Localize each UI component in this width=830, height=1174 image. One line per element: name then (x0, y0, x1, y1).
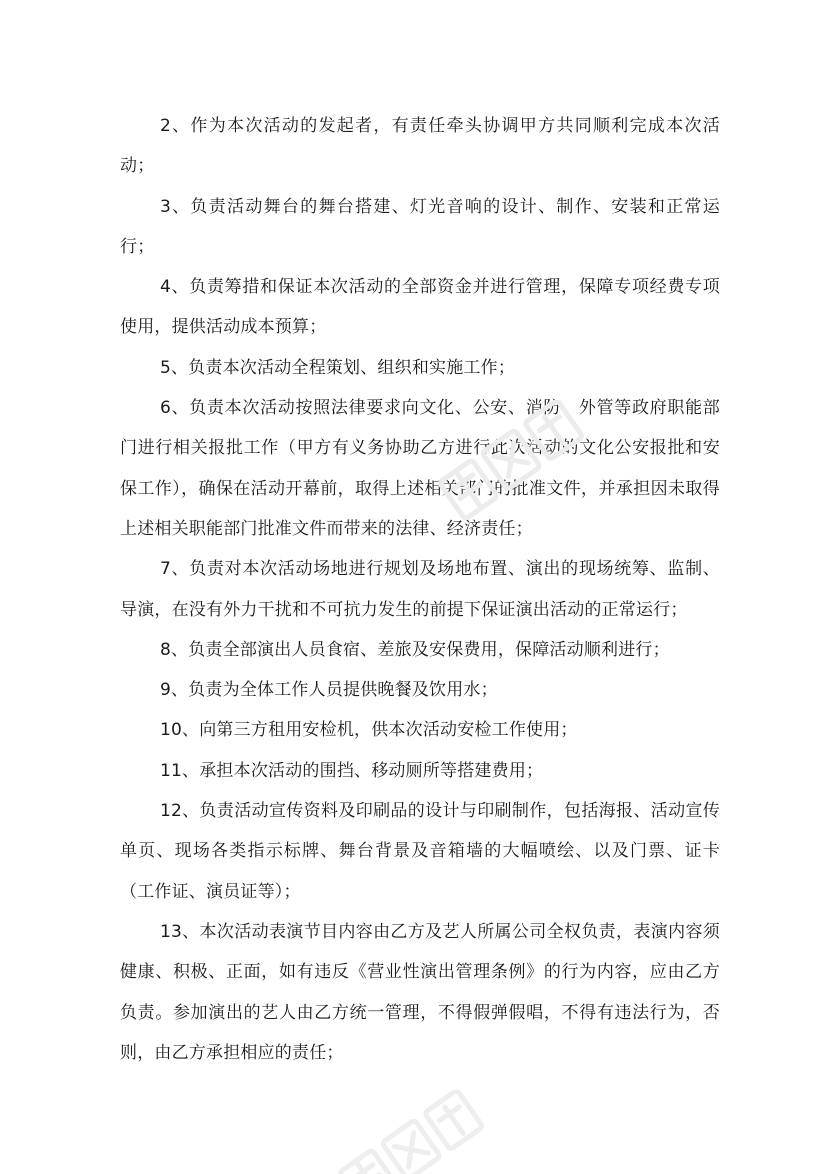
clause-4: 4、负责筹措和保证本次活动的全部资金并进行管理，保障专项经费专项使用，提供活动成本预算； (120, 277, 720, 338)
clause-2: 2、作为本次活动的发起者，有责任牵头协调甲方共同顺利完成本次活动； (120, 116, 720, 177)
clause-12: 12、负责活动宣传资料及印刷品的设计与印刷制作，包括海报、活动宣传单页、现场各类指示标牌、舞台背景及音箱墙的大幅喷绘、以及门票、证卡（工作证、演员证等）； (120, 801, 720, 902)
clause-5: 5、负责本次活动全程策划、组织和实施工作； (160, 357, 516, 378)
document-body (120, 106, 720, 1073)
clause-3: 3、负责活动舞台的舞台搭建、灯光音响的设计、制作、安装和正常运行； (120, 196, 720, 257)
watermark-logo-bottom (330, 1090, 500, 1174)
clause-8: 8、负责全部演出人员食宿、差旅及安保费用，保障活动顺利进行； (160, 639, 670, 660)
clause-6: 6、负责本次活动按照法律要求向文化、公安、消防、外管等政府职能部门进行相关报批工作（甲方有义务协助乙方进行此次活动的文化公安报批和安保工作），确保在活动开幕前，取得上述相关部门的批准文件，并承担因未取得上述相关职能部门批准文件而带来的法律、经济责任； (120, 398, 720, 539)
clause-10: 10、向第三方租用安检机，供本次活动安检工作使用； (160, 720, 578, 741)
clause-13: 13、本次活动表演节目内容由乙方及艺人所属公司全权负责，表演内容须健康、积极、正面，如有违反《营业性演出管理条例》的行为内容，应由乙方负责。参加演出的艺人由乙方统一管理，不得假弹假唱，不得有违法行为，否则，由乙方承担相应的责任； (120, 921, 720, 1063)
clause-7: 7、负责对本次活动场地进行规划及场地布置、演出的现场统筹、监制、导演，在没有外力干扰和不可抗力发生的前提下保证演出活动的正常运行； (120, 559, 720, 620)
clause-9: 9、负责为全体工作人员提供晚餐及饮用水； (160, 680, 498, 701)
clause-11: 11、承担本次活动的围挡、移动厕所等搭建费用； (160, 760, 544, 781)
